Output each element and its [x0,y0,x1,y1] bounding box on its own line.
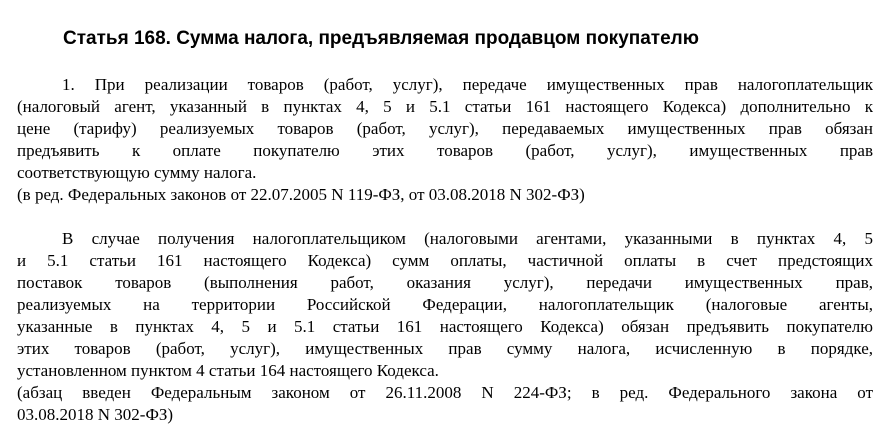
paragraph-line: установленном пунктом 4 статьи 164 настоящего Кодекса. [17,361,439,380]
article-body [17,74,873,426]
paragraph-line: предъявить к оплате покупателю этих товаров (работ, услуг), имущественных прав [17,141,873,160]
amendment-note-line: (абзац введен Федеральным законом от 26.11.2008 N 224-ФЗ; в ред. Федерального закона от [17,383,873,402]
paragraph-line: указанные в пунктах 4, 5 и 5.1 статьи 161 настоящего Кодекса) обязан предъявить покупателю [17,317,873,336]
paragraph-line: и 5.1 статьи 161 настоящего Кодекса) сумм оплаты, частичной оплаты в счет предстоящих [17,251,873,270]
amendment-note: (в ред. Федеральных законов от 22.07.2005 N 119-ФЗ, от 03.08.2018 N 302-ФЗ) [17,185,585,204]
paragraph-line: В случае получения налогоплательщиком (налоговыми агентами, указанными в пунктах 4, 5 [62,229,873,248]
paragraph-2 [17,228,873,426]
paragraph-line: соответствующую сумму налога. [17,163,257,182]
paragraph-line: (налоговый агент, указанный в пунктах 4, 5 и 5.1 статьи 161 настоящего Кодекса) дополнительно к [17,97,873,116]
article-title: Статья 168. Сумма налога, предъявляемая продавцом покупателю [63,28,699,49]
paragraph-line: реализуемых на территории Российской Федерации, налогоплательщик (налоговые агенты, [17,295,873,314]
paragraph-line: 1. При реализации товаров (работ, услуг), передаче имущественных прав налогоплательщик [62,75,873,94]
paragraph-line: поставок товаров (выполнения работ, оказания услуг), передачи имущественных прав, [17,273,873,292]
paragraph-line: этих товаров (работ, услуг), имущественных прав сумму налога, исчисленную в порядке, [17,339,873,358]
document [17,26,873,426]
amendment-note-line: 03.08.2018 N 302-ФЗ) [17,405,174,424]
paragraph-1 [17,74,873,206]
paragraph-line: цене (тарифу) реализуемых товаров (работ, услуг), передаваемых имущественных прав обязан [17,119,873,138]
